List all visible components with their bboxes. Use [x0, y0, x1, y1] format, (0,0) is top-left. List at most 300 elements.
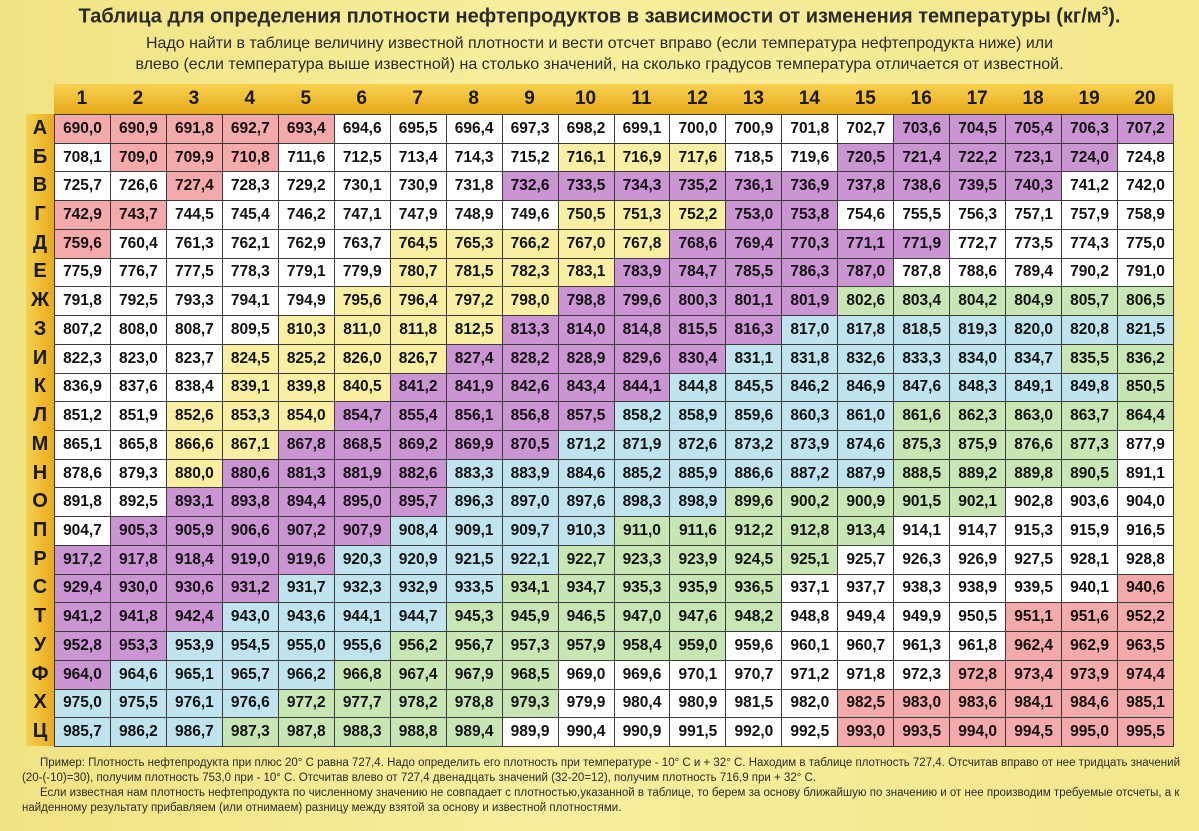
table-cell: 727,4 [166, 171, 223, 201]
table-cell: 955,6 [334, 631, 391, 661]
table-cell: 984,6 [1061, 689, 1118, 719]
row-header: Р [26, 545, 54, 574]
table-cell: 987,8 [278, 717, 335, 747]
table-cell: 767,8 [614, 229, 671, 259]
table-cell: 866,6 [166, 430, 223, 460]
table-cell: 783,1 [558, 258, 615, 288]
table-cell: 938,3 [893, 574, 950, 604]
table-cell: 802,6 [837, 286, 894, 316]
table-cell: 757,1 [1005, 200, 1062, 230]
instructions [0, 33, 1199, 75]
table-cell: 798,8 [558, 286, 615, 316]
table-cell: 839,1 [222, 373, 279, 403]
column-header: 1 [54, 84, 110, 114]
row-header: Ф [26, 660, 54, 689]
table-cell: 851,9 [110, 401, 167, 431]
table-cell: 862,3 [949, 401, 1006, 431]
row-header: У [26, 631, 54, 660]
table-cell: 985,1 [1117, 689, 1174, 719]
table-cell: 982,0 [781, 689, 838, 719]
table-cell: 938,9 [949, 574, 1006, 604]
table-cell: 964,6 [110, 660, 167, 690]
table-cell: 890,5 [1061, 459, 1118, 489]
page-title-main: Таблица для определения плотности нефтепродуктов в зависимости от изменения температуры (кг/м [78, 5, 1102, 28]
table-cell: 698,2 [558, 114, 615, 144]
table-cell: 789,4 [1005, 258, 1062, 288]
table-cell: 792,5 [110, 286, 167, 316]
table-cell: 880,6 [222, 459, 279, 489]
table-cell: 951,6 [1061, 602, 1118, 632]
row-header: Д [26, 229, 54, 258]
table-cell: 693,4 [278, 114, 335, 144]
table-cell: 980,9 [669, 689, 726, 719]
table-cell: 863,7 [1061, 401, 1118, 431]
table-cell: 905,3 [110, 516, 167, 546]
table-cell: 775,9 [54, 258, 111, 288]
table-cell: 730,1 [334, 171, 391, 201]
table-cell: 846,2 [781, 373, 838, 403]
table-cell: 994,0 [949, 717, 1006, 747]
table-cell: 818,5 [893, 315, 950, 345]
table-cell: 763,7 [334, 229, 391, 259]
column-header: 19 [1061, 84, 1117, 114]
table-cell: 920,3 [334, 545, 391, 575]
table-cell: 826,7 [390, 344, 447, 374]
table-cell: 910,3 [558, 516, 615, 546]
table-cell: 972,8 [949, 660, 1006, 690]
table-cell: 709,9 [166, 143, 223, 173]
table-cell: 881,9 [334, 459, 391, 489]
table-cell: 894,4 [278, 487, 335, 517]
row-header: М [26, 430, 54, 459]
table-cell: 922,1 [502, 545, 559, 575]
table-cell: 904,0 [1117, 487, 1174, 517]
table-cell: 880,0 [166, 459, 223, 489]
table-cell: 871,2 [558, 430, 615, 460]
table-cell: 849,8 [1061, 373, 1118, 403]
table-cell: 828,9 [558, 344, 615, 374]
table-cell: 872,6 [669, 430, 726, 460]
table-cell: 979,3 [502, 689, 559, 719]
column-header: 4 [222, 84, 278, 114]
table-cell: 823,7 [166, 344, 223, 374]
table-cell: 848,3 [949, 373, 1006, 403]
table-cell: 947,0 [614, 602, 671, 632]
table-cell: 745,4 [222, 200, 279, 230]
table-cell: 967,9 [446, 660, 503, 690]
table-cell: 991,5 [669, 717, 726, 747]
table-cell: 944,1 [334, 602, 391, 632]
table-cell: 791,8 [54, 286, 111, 316]
table-cell: 917,8 [110, 545, 167, 575]
table-cell: 965,7 [222, 660, 279, 690]
table-cell: 783,9 [614, 258, 671, 288]
table-cell: 909,1 [446, 516, 503, 546]
table-cell: 767,0 [558, 229, 615, 259]
table-cell: 971,2 [781, 660, 838, 690]
column-header: 8 [446, 84, 502, 114]
table-cell: 734,3 [614, 171, 671, 201]
table-cell: 968,5 [502, 660, 559, 690]
table-cell: 700,9 [725, 114, 782, 144]
table-cell: 716,1 [558, 143, 615, 173]
table-cell: 952,8 [54, 631, 111, 661]
footnote-example: Пример: Плотность нефтепродукта при плюс 20° С равна 727,4. Надо определить его плотность при температуре - 10° С и + 32° С. Находим в таблице плотность 727,4. Отсчитав вправо от нее тридцать значений (20-(-10)=30), получим плотность 753,0 при - 10° С. Отсчитав влево от 727,4 двенадцать значений (32-20=12), получим плотность 716,9 при + 32° С. [22, 757, 1181, 784]
table-cell: 885,2 [614, 459, 671, 489]
table-cell: 962,4 [1005, 631, 1062, 661]
column-header: 12 [669, 84, 725, 114]
table-cell: 923,9 [669, 545, 726, 575]
table-cell: 993,0 [837, 717, 894, 747]
table-cell: 924,5 [725, 545, 782, 575]
table-cell: 919,0 [222, 545, 279, 575]
table-cell: 812,5 [446, 315, 503, 345]
table-cell: 935,3 [614, 574, 671, 604]
table-cell: 953,3 [110, 631, 167, 661]
row-header: О [26, 487, 54, 516]
table-cell: 981,5 [725, 689, 782, 719]
table-cell: 769,4 [725, 229, 782, 259]
table-cell: 930,6 [166, 574, 223, 604]
table-cell: 806,5 [1117, 286, 1174, 316]
table-cell: 945,9 [502, 602, 559, 632]
table-cell: 943,6 [278, 602, 335, 632]
table-cell: 750,5 [558, 200, 615, 230]
table-cell: 856,8 [502, 401, 559, 431]
table-cell: 911,6 [669, 516, 726, 546]
table-cell: 714,3 [446, 143, 503, 173]
table-cell: 702,7 [837, 114, 894, 144]
table-cell: 860,3 [781, 401, 838, 431]
table-cell: 895,7 [390, 487, 447, 517]
page-title [0, 4, 1199, 29]
table-cell: 826,0 [334, 344, 391, 374]
table-cell: 794,1 [222, 286, 279, 316]
table-cell: 952,2 [1117, 602, 1174, 632]
table-cell: 697,3 [502, 114, 559, 144]
table-cell: 955,0 [278, 631, 335, 661]
table-cell: 898,3 [614, 487, 671, 517]
table-cell: 973,4 [1005, 660, 1062, 690]
table-cell: 843,4 [558, 373, 615, 403]
row-header: Х [26, 689, 54, 718]
table-cell: 690,9 [110, 114, 167, 144]
table-cell: 731,8 [446, 171, 503, 201]
table-cell: 949,4 [837, 602, 894, 632]
table-cell: 960,1 [781, 631, 838, 661]
table-cell: 831,8 [781, 344, 838, 374]
table-cell: 970,7 [725, 660, 782, 690]
table-cell: 797,2 [446, 286, 503, 316]
table-cell: 988,3 [334, 717, 391, 747]
table-cell: 867,8 [278, 430, 335, 460]
table-cell: 838,4 [166, 373, 223, 403]
table-cell: 928,1 [1061, 545, 1118, 575]
table-cell: 700,0 [669, 114, 726, 144]
table-cell: 830,4 [669, 344, 726, 374]
table-cell: 964,0 [54, 660, 111, 690]
table-cell: 908,4 [390, 516, 447, 546]
table-cell: 850,5 [1117, 373, 1174, 403]
table-cell: 886,6 [725, 459, 782, 489]
table-cell: 905,9 [166, 516, 223, 546]
table-cell: 907,2 [278, 516, 335, 546]
table-cell: 900,2 [781, 487, 838, 517]
table-cell: 949,9 [893, 602, 950, 632]
table-cell: 736,9 [781, 171, 838, 201]
table-cell: 925,1 [781, 545, 838, 575]
table-cell: 897,6 [558, 487, 615, 517]
table-cell: 817,8 [837, 315, 894, 345]
table-cell: 742,9 [54, 200, 111, 230]
table-cell: 891,1 [1117, 459, 1174, 489]
table-cell: 821,5 [1117, 315, 1174, 345]
table-cell: 974,4 [1117, 660, 1174, 690]
table-cell: 737,8 [837, 171, 894, 201]
table-cell: 914,7 [949, 516, 1006, 546]
table-cell: 760,4 [110, 229, 167, 259]
table-cell: 846,9 [837, 373, 894, 403]
table-cell: 873,2 [725, 430, 782, 460]
table-cell: 867,1 [222, 430, 279, 460]
table-cell: 903,6 [1061, 487, 1118, 517]
footnote [22, 756, 1182, 816]
table-cell: 961,3 [893, 631, 950, 661]
table-cell: 970,1 [669, 660, 726, 690]
table-cell: 712,5 [334, 143, 391, 173]
table-cell: 891,8 [54, 487, 111, 517]
table-cell: 721,4 [893, 143, 950, 173]
table-cell: 856,1 [446, 401, 503, 431]
table-cell: 977,2 [278, 689, 335, 719]
table-cell: 983,6 [949, 689, 1006, 719]
table-cell: 740,3 [1005, 171, 1062, 201]
table-cell: 820,0 [1005, 315, 1062, 345]
table-cell: 787,8 [893, 258, 950, 288]
table-cell: 987,3 [222, 717, 279, 747]
row-header: П [26, 516, 54, 545]
table-cell: 889,8 [1005, 459, 1062, 489]
table-cell: 773,5 [1005, 229, 1062, 259]
table-cell: 718,5 [725, 143, 782, 173]
table-cell: 776,7 [110, 258, 167, 288]
table-cell: 854,0 [278, 401, 335, 431]
table-cell: 958,4 [614, 631, 671, 661]
table-cell: 940,1 [1061, 574, 1118, 604]
table-cell: 784,7 [669, 258, 726, 288]
table-cell: 844,8 [669, 373, 726, 403]
table-cell: 887,2 [781, 459, 838, 489]
column-header: 15 [837, 84, 893, 114]
table-cell: 832,6 [837, 344, 894, 374]
column-header: 5 [278, 84, 334, 114]
table-cell: 984,1 [1005, 689, 1062, 719]
table-cell: 782,3 [502, 258, 559, 288]
table-cell: 716,9 [614, 143, 671, 173]
table-cell: 739,5 [949, 171, 1006, 201]
table-cell: 876,6 [1005, 430, 1062, 460]
table-cell: 694,6 [334, 114, 391, 144]
table-cell: 941,8 [110, 602, 167, 632]
table-cell: 948,8 [781, 602, 838, 632]
row-header: Т [26, 602, 54, 631]
table-cell: 747,9 [390, 200, 447, 230]
table-cell: 877,9 [1117, 430, 1174, 460]
table-cell: 795,6 [334, 286, 391, 316]
table-cell: 811,0 [334, 315, 391, 345]
table-cell: 976,6 [222, 689, 279, 719]
row-header: Б [26, 143, 54, 172]
table-cell: 980,4 [614, 689, 671, 719]
table-cell: 900,9 [837, 487, 894, 517]
table-cell: 708,1 [54, 143, 111, 173]
table-cell: 859,6 [725, 401, 782, 431]
table-cell: 768,6 [669, 229, 726, 259]
table-cell: 766,2 [502, 229, 559, 259]
table-cell: 715,2 [502, 143, 559, 173]
table-cell: 988,8 [390, 717, 447, 747]
table-cell: 926,9 [949, 545, 1006, 575]
table-cell: 704,5 [949, 114, 1006, 144]
table-cell: 957,9 [558, 631, 615, 661]
row-header: И [26, 344, 54, 373]
instructions-line-2: влево (если температура выше известной) на столько значений, на сколько градусов температура отличается от известной. [135, 56, 1064, 73]
table-cell: 733,5 [558, 171, 615, 201]
table-cell: 854,7 [334, 401, 391, 431]
table-cell: 932,9 [390, 574, 447, 604]
table-cell: 936,5 [725, 574, 782, 604]
table-cell: 896,3 [446, 487, 503, 517]
table-cell: 976,1 [166, 689, 223, 719]
table-cell: 995,5 [1117, 717, 1174, 747]
footnote-note: Если известная нам плотность нефтепродукта по численному значению не совпадает с плотностью,указанной в таблице, то берем за основу ближайшую по значению и от нее производим требуемые отсчеты, а к найденному результату прибавляем (или отнимаем) разницу между взятой за основу и известной плотностями. [22, 787, 1180, 814]
table-cell: 914,1 [893, 516, 950, 546]
table-cell: 975,5 [110, 689, 167, 719]
table-cell: 975,0 [54, 689, 111, 719]
table-cell: 741,2 [1061, 171, 1118, 201]
table-cell: 945,3 [446, 602, 503, 632]
table-cell: 966,8 [334, 660, 391, 690]
table-cell: 959,6 [725, 631, 782, 661]
table-cell: 932,3 [334, 574, 391, 604]
table-cell: 751,3 [614, 200, 671, 230]
table-cell: 857,5 [558, 401, 615, 431]
table-cell: 989,9 [502, 717, 559, 747]
table-cell: 788,6 [949, 258, 1006, 288]
table-cell: 807,2 [54, 315, 111, 345]
table-cell: 777,5 [166, 258, 223, 288]
table-cell: 861,6 [893, 401, 950, 431]
table-cell: 804,2 [949, 286, 1006, 316]
table-cell: 798,0 [502, 286, 559, 316]
table-cell: 919,6 [278, 545, 335, 575]
row-header: Е [26, 258, 54, 287]
table-cell: 853,3 [222, 401, 279, 431]
table-cell: 771,1 [837, 229, 894, 259]
table-cell: 920,9 [390, 545, 447, 575]
table-cell: 929,4 [54, 574, 111, 604]
table-cell: 944,7 [390, 602, 447, 632]
table-cell: 893,8 [222, 487, 279, 517]
table-cell: 842,6 [502, 373, 559, 403]
table-cell: 928,8 [1117, 545, 1174, 575]
table-cell: 710,8 [222, 143, 279, 173]
table-cell: 790,2 [1061, 258, 1118, 288]
table-cell: 747,1 [334, 200, 391, 230]
table-cell: 781,5 [446, 258, 503, 288]
table-cell: 931,2 [222, 574, 279, 604]
table-cell: 977,7 [334, 689, 391, 719]
table-cell: 978,2 [390, 689, 447, 719]
table-cell: 829,6 [614, 344, 671, 374]
table-cell: 902,1 [949, 487, 1006, 517]
table-cell: 695,5 [390, 114, 447, 144]
table-cell: 933,5 [446, 574, 503, 604]
table-cell: 897,0 [502, 487, 559, 517]
table-cell: 882,6 [390, 459, 447, 489]
table-cell: 744,5 [166, 200, 223, 230]
table-cell: 808,7 [166, 315, 223, 345]
table-cell: 836,2 [1117, 344, 1174, 374]
table-cell: 772,7 [949, 229, 1006, 259]
table-cell: 992,0 [725, 717, 782, 747]
table-cell: 883,3 [446, 459, 503, 489]
table-cell: 764,5 [390, 229, 447, 259]
table-cell: 906,6 [222, 516, 279, 546]
table-cell: 864,4 [1117, 401, 1174, 431]
table-cell: 941,2 [54, 602, 111, 632]
table-cell: 762,9 [278, 229, 335, 259]
table-cell: 956,7 [446, 631, 503, 661]
column-header: 2 [110, 84, 166, 114]
table-cell: 889,2 [949, 459, 1006, 489]
table-cell: 973,9 [1061, 660, 1118, 690]
column-header: 16 [893, 84, 949, 114]
table-cell: 709,0 [110, 143, 167, 173]
table-cell: 758,9 [1117, 200, 1174, 230]
table-cell: 779,1 [278, 258, 335, 288]
table-cell: 851,2 [54, 401, 111, 431]
table-cell: 904,7 [54, 516, 111, 546]
table-cell: 771,9 [893, 229, 950, 259]
table-cell: 836,9 [54, 373, 111, 403]
table-cell: 799,6 [614, 286, 671, 316]
table-corner [26, 84, 54, 114]
table-cell: 787,0 [837, 258, 894, 288]
table-cell: 810,3 [278, 315, 335, 345]
table-cell: 841,2 [390, 373, 447, 403]
table-cell: 811,8 [390, 315, 447, 345]
table-cell: 701,8 [781, 114, 838, 144]
table-cell: 855,4 [390, 401, 447, 431]
table-cell: 706,3 [1061, 114, 1118, 144]
table-cell: 845,5 [725, 373, 782, 403]
table-cell: 901,5 [893, 487, 950, 517]
table-cell: 922,7 [558, 545, 615, 575]
table-cell: 961,8 [949, 631, 1006, 661]
table-cell: 915,3 [1005, 516, 1062, 546]
table-cell: 726,6 [110, 171, 167, 201]
table-cell: 989,4 [446, 717, 503, 747]
row-header: К [26, 373, 54, 402]
table-cell: 779,9 [334, 258, 391, 288]
table-cell: 730,9 [390, 171, 447, 201]
table-cell: 994,5 [1005, 717, 1062, 747]
table-cell: 825,2 [278, 344, 335, 374]
table-cell: 796,4 [390, 286, 447, 316]
table-cell: 833,3 [893, 344, 950, 374]
table-cell: 759,6 [54, 229, 111, 259]
